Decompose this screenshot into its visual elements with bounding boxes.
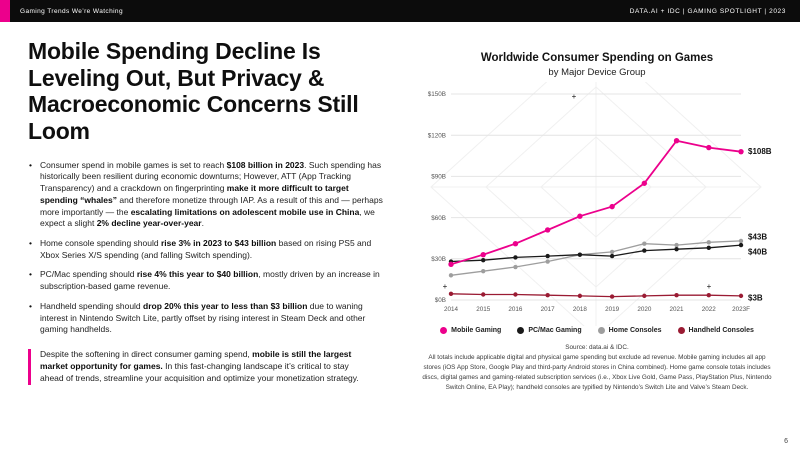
page-title: Mobile Spending Decline Is Leveling Out, But Privacy & Macroeconomic Concerns Still Loom xyxy=(28,38,359,145)
text-segment: Consumer spend in mobile games is set to reach xyxy=(40,159,227,170)
legend-item xyxy=(440,327,501,334)
text-segment: based on rising PS5 and Xbox Series X/S spending (and falling Switch spending). xyxy=(40,238,372,260)
text-segment: . xyxy=(201,218,204,229)
plus-mark: + xyxy=(442,282,448,291)
bullet-item xyxy=(28,160,388,230)
x-axis-label: 2021 xyxy=(669,306,684,313)
text-segment: , we expect a slight xyxy=(40,206,375,229)
top-bar-left-group xyxy=(0,0,123,22)
source-credit: Source: data.ai & IDC. xyxy=(565,344,629,351)
chart-title: Worldwide Consumer Spending on Games xyxy=(480,52,714,64)
text-segment: mobile is still the largest market opportunity for games. xyxy=(40,349,352,371)
header-section-title: Gaming Trends We’re Watching xyxy=(20,7,123,15)
plus-mark: + xyxy=(571,92,577,101)
y-axis-label: $90B xyxy=(431,173,446,181)
callout-box xyxy=(28,349,370,385)
text-segment: rise 3% in 2023 to $43 billion xyxy=(160,238,277,248)
legend-dot xyxy=(678,327,685,334)
text-segment: . Such spending has historically been resilient during economic downturns; However, ATT (App Tracking Transparency) and a crackdown on fingerprinting xyxy=(40,159,382,194)
x-axis-label: 2020 xyxy=(637,306,652,313)
x-axis-label: 2018 xyxy=(572,306,587,313)
text-segment: , mostly driven by an increase in subscription-based game revenue. xyxy=(40,269,380,292)
x-axis-label: 2017 xyxy=(540,306,555,313)
watermark-gem xyxy=(431,82,761,326)
text-segment: PC/Mac spending should xyxy=(40,269,137,280)
x-axis-label: 2022 xyxy=(701,306,716,313)
text-segment: rise 4% this year to $40 billion xyxy=(136,269,259,280)
legend-label: PC/Mac Gaming xyxy=(528,327,582,334)
left-column xyxy=(0,22,394,450)
text-segment: 2% decline year-over-year xyxy=(96,218,202,229)
callout-text xyxy=(40,349,359,383)
series-end-label: $3B xyxy=(748,293,763,303)
text-segment: Home console spending should xyxy=(40,238,161,248)
series-end-label: $43B xyxy=(748,232,768,242)
legend-label: Handheld Consoles xyxy=(688,327,754,334)
x-axis-label: 2023F xyxy=(732,306,750,313)
plus-mark: + xyxy=(706,282,712,291)
text-segment: make it more difficult to target spending “whales” xyxy=(40,183,349,205)
header-brand-text: DATA.AI + IDC | GAMING SPOTLIGHT | 2023 xyxy=(629,7,786,15)
source-footnote: All totals include applicable digital and physical game spending but exclude ad revenue. Mobile gaming includes all app stores (iOS App Store, Google Play and third-party Android stores in China combined). Home game console totals includes discs, digital games and gaming-related subscription services (i.e., Xbox Live Gold, Game Pass, PlayStation Plus, Nintendo Switch Online, EA Play); handheld consoles are typified by Nintendo’s Switch Lite and Valve’s Steam Deck. xyxy=(422,353,772,391)
text-segment: Handheld spending should xyxy=(40,300,144,311)
text-segment: In this fast-changing landscape it’s critical to stay ahead of trends, streamline your acquisition and optimize your monetization strategy. xyxy=(40,360,359,383)
text-segment: $108 billion in 2023 xyxy=(226,159,305,170)
y-axis-label: $120B xyxy=(427,132,446,140)
y-axis-label: $60B xyxy=(431,214,446,222)
bullet-item xyxy=(28,301,388,336)
bullet-item xyxy=(28,269,388,292)
series-end-label: $108B xyxy=(748,147,772,157)
chart-legend xyxy=(394,327,800,334)
bullet-item xyxy=(28,238,388,261)
legend-label: Home Consoles xyxy=(608,327,662,334)
top-bar xyxy=(0,0,800,22)
legend-item xyxy=(678,327,754,334)
x-axis-label: 2014 xyxy=(443,306,459,313)
line-chart xyxy=(411,82,783,326)
brand-accent-square xyxy=(0,0,10,22)
slide-body xyxy=(0,22,800,450)
text-segment: drop 20% this year to less than $3 billion xyxy=(143,300,308,311)
y-axis-label: $30B xyxy=(431,256,446,263)
legend-dot xyxy=(517,327,524,334)
text-segment: and therefore monetize through IAP. As a result of this and — perhaps more importantly — the xyxy=(40,194,383,217)
y-axis-label: $150B xyxy=(427,91,446,99)
series-end-label: $40B xyxy=(748,247,768,257)
x-axis-label: 2016 xyxy=(508,306,523,313)
chart-section xyxy=(394,22,800,450)
legend-item xyxy=(598,327,662,334)
legend-dot xyxy=(440,327,447,334)
text-segment: escalating limitations on adolescent mobile use in China xyxy=(130,206,360,217)
chart-subtitle: by Major Device Group xyxy=(548,67,646,78)
legend-dot xyxy=(598,327,605,334)
text-segment: due to waning interest in Nintendo Switch Lite, partly offset by rising interest in Steam Deck and other gaming handhelds. xyxy=(40,300,366,335)
page-number: 6 xyxy=(784,438,788,445)
legend-label: Mobile Gaming xyxy=(451,327,502,334)
source-note xyxy=(419,343,775,393)
x-axis-label: 2019 xyxy=(605,306,620,313)
bullet-list xyxy=(28,160,388,336)
x-axis-label: 2015 xyxy=(476,306,491,313)
legend-item xyxy=(517,327,581,334)
y-axis-label: $0B xyxy=(434,297,446,305)
text-segment: Despite the softening in direct consumer gaming spend, xyxy=(40,349,253,360)
